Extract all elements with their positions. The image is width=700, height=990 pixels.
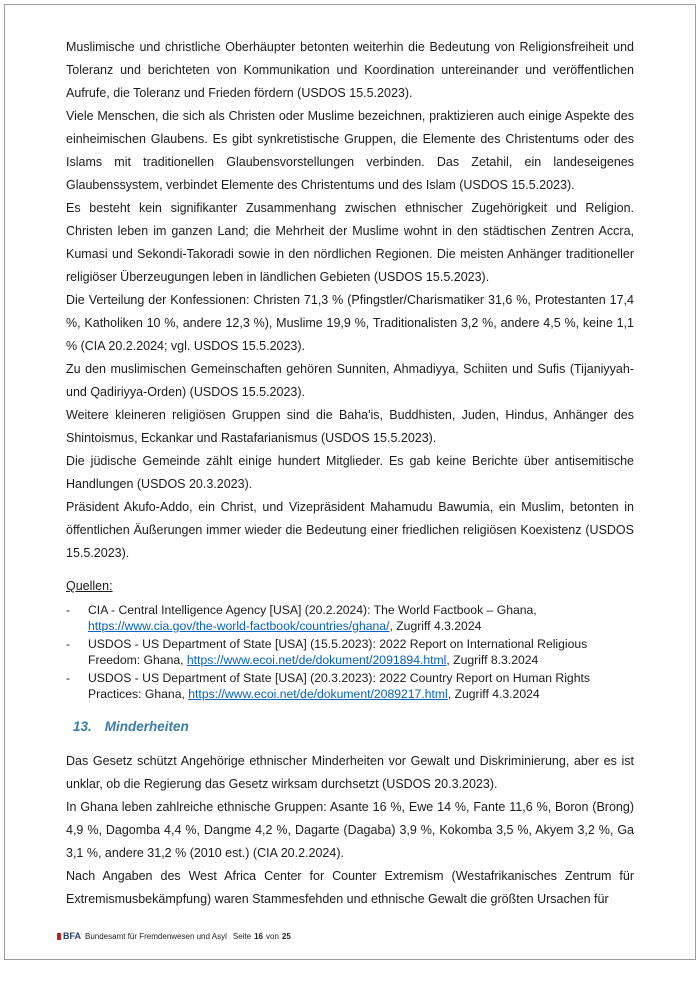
dash-bullet: - <box>66 637 71 651</box>
sources-title: Quellen: <box>66 579 113 593</box>
list-item <box>66 602 634 634</box>
page-total: 25 <box>281 932 291 941</box>
source-text <box>88 636 634 668</box>
source-access-date: , Zugriff 4.3.2024 <box>389 619 482 633</box>
heading-label: Minderheiten <box>104 719 189 734</box>
paragraph: Muslimische und christliche Oberhäupter betonten weiterhin die Bedeutung von Religionsfreiheit und Toleranz und berichteten von Kommunikation und Koordination untereinander und veröffentlichen Aufrufe, die Toleranz und Frieden fördern (USDOS 15.5.2023). <box>66 40 634 100</box>
paragraph: Weitere kleineren religiösen Gruppen sind die Baha'is, Buddhisten, Juden, Hindus, Anhänger des Shintoismus, Eckankar und Rastafarianismus (USDOS 15.5.2023). <box>66 408 634 445</box>
source-text <box>88 670 634 702</box>
paragraph: Die jüdische Gemeinde zählt einige hundert Mitglieder. Es gab keine Berichte über antisemitische Handlungen (USDOS 20.3.2023). <box>66 454 634 491</box>
page-current: 16 <box>254 932 263 941</box>
section-heading-minderheiten <box>66 718 634 736</box>
paragraph: Zu den muslimischen Gemeinschaften gehören Sunniten, Ahmadiyya, Schiiten und Sufis (Tijaniyyah- und Qadiriyya-Orden) (USDOS 15.5.2023). <box>66 362 634 399</box>
paragraph: Die Verteilung der Konfessionen: Christen 71,3 % (Pfingstler/Charismatiker 31,6 %, Protestanten 17,4 %, Katholiken 10 %, andere 12,3 %), Muslime 19,9 %, Traditionalisten 3,2 %, andere 4,5 %, keine 1,1 % (CIA 20.2.2024; vgl. USDOS 15.5.2023). <box>66 293 634 353</box>
dash-bullet: - <box>66 603 71 617</box>
source-access-date: , Zugriff 4.3.2024 <box>447 687 540 701</box>
source-text <box>88 602 634 634</box>
source-citation: USDOS - US Department of State [USA] (15.5.2023): 2022 Report on International Religious Freedom: Ghana, <box>88 637 588 667</box>
source-link[interactable]: https://www.ecoi.net/de/dokument/2089217.html <box>188 687 448 701</box>
dash-bullet: - <box>66 671 71 685</box>
bfa-logo: BFA <box>63 931 81 941</box>
page-number <box>233 932 294 942</box>
page-footer <box>57 931 294 942</box>
source-link[interactable]: https://www.ecoi.net/de/dokument/2091894.html <box>186 653 447 667</box>
page-label-seite: Seite <box>232 932 252 941</box>
source-access-date: , Zugriff 8.3.2024 <box>446 653 539 667</box>
sources-section <box>66 577 634 702</box>
document-content <box>66 36 634 911</box>
list-item <box>66 636 634 668</box>
paragraph: Das Gesetz schützt Angehörige ethnischer Minderheiten vor Gewalt und Diskriminierung, aber es ist unklar, ob die Regierung das Gesetz wirksam durchsetzt (USDOS 20.3.2023). <box>66 754 634 791</box>
source-citation: USDOS - US Department of State [USA] (20.3.2023): 2022 Country Report on Human Rights Practices: Ghana, <box>88 671 590 701</box>
paragraph: In Ghana leben zahlreiche ethnische Gruppen: Asante 16 %, Ewe 14 %, Fante 11,6 %, Boron (Brong) 4,9 %, Dagomba 4,4 %, Dangme 4,2 %, Dagarte (Dagaba) 3,9 %, Kokomba 3,5 %, Akyem 3,2 %, Ga 3,1 %, andere 31,2 % (2010 est.) (CIA 20.2.2024). <box>66 800 634 860</box>
paragraph: Nach Angaben des West Africa Center for Counter Extremism (Westafrikanisches Zentrum für Extremismusbekämpfung) waren Stammesfehden und ethnische Gewalt die größten Ursachen für <box>66 869 634 906</box>
paragraph: Präsident Akufo-Addo, ein Christ, und Vizepräsident Mahamudu Bawumia, ein Muslim, betonten in öffentlichen Äußerungen immer wieder die Bedeutung einer friedlichen religiösen Koexistenz (USDOS 15.5.2023). <box>66 500 634 560</box>
paragraph: Es besteht kein signifikanter Zusammenhang zwischen ethnischer Zugehörigkeit und Religion. Christen leben im ganzen Land; die Mehrheit der Muslime wohnt in den städtischen Zentren Accra, Kumasi und Sekondi-Takoradi sowie in den nördlichen Regionen. Die meisten Anhänger traditioneller religiöser Überzeugungen leben in ländlichen Gebieten (USDOS 15.5.2023). <box>66 201 634 284</box>
list-item <box>66 670 634 702</box>
footer-org-name: Bundesamt für Fremdenwesen und Asyl <box>85 932 227 941</box>
heading-number: 13. <box>73 719 92 734</box>
source-citation: CIA - Central Intelligence Agency [USA] (20.2.2024): The World Factbook – Ghana, <box>88 603 537 617</box>
paragraph: Viele Menschen, die sich als Christen oder Muslime bezeichnen, praktizieren auch einige Aspekte des einheimischen Glaubens. Es gibt synkretistische Gruppen, die Elemente des Christentums oder des Islams mit traditionellen Glaubensvorstellungen verbinden. Das Zetahil, ein landeseigenes Glaubenssystem, verbindet Elemente des Christentums und des Islam (USDOS 15.5.2023). <box>66 109 634 192</box>
page-label-von: von <box>266 932 279 941</box>
source-link[interactable]: https://www.cia.gov/the-world-factbook/countries/ghana/ <box>88 619 390 633</box>
bfa-logo-mark <box>57 933 61 940</box>
